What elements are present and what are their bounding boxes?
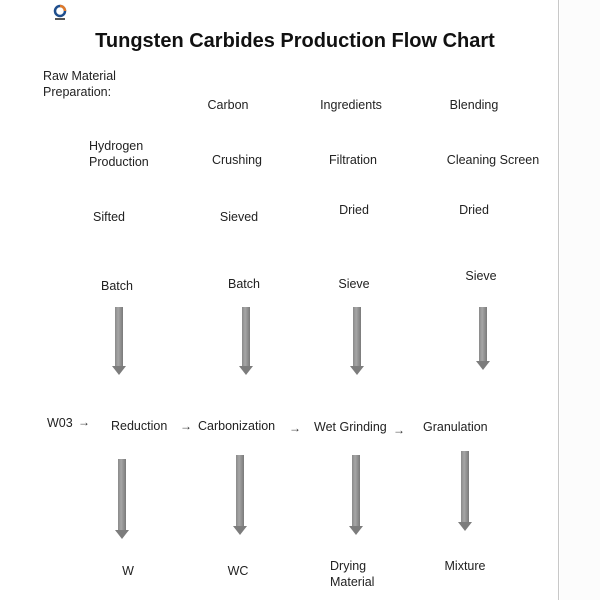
output-w: W: [122, 564, 134, 578]
right-arrow-icon: →: [180, 419, 192, 433]
header-ingredients: Ingredients: [320, 98, 382, 112]
down-arrow-icon: [116, 459, 128, 539]
right-arrow-icon: →: [289, 421, 301, 435]
step-sieved: Sieved: [219, 210, 259, 224]
output-mixture: Mixture: [444, 559, 486, 573]
output-drying-line1: Drying: [330, 559, 367, 573]
section-label-line2: Preparation:: [43, 85, 112, 99]
process-carbonization: Carbonization: [198, 419, 276, 433]
right-margin: [560, 0, 600, 600]
right-arrow-icon: →: [393, 423, 405, 437]
step-sieve-1: Sieve: [338, 277, 370, 291]
step-dried-2: Dried: [459, 203, 489, 217]
page-title: Tungsten Carbides Production Flow Chart: [95, 30, 495, 52]
section-label-line1: Raw Material: [43, 69, 116, 83]
process-wet-grinding: Wet Grinding: [314, 420, 387, 434]
output-wc: WC: [227, 564, 249, 578]
step-sieve-2: Sieve: [465, 269, 497, 283]
down-arrow-icon: [477, 307, 489, 370]
step-hydrogen-line1: Hydrogen: [89, 139, 144, 153]
step-dried-1: Dried: [339, 203, 369, 217]
page-divider: [558, 0, 559, 600]
step-crushing: Crushing: [211, 153, 263, 167]
process-reduction: Reduction: [111, 419, 168, 433]
header-carbon: Carbon: [207, 98, 249, 112]
step-cleaning-screen: Cleaning Screen: [446, 153, 540, 167]
down-arrow-icon: [459, 451, 471, 531]
down-arrow-icon: [350, 455, 362, 535]
down-arrow-icon: [240, 307, 252, 375]
process-granulation: Granulation: [423, 420, 488, 434]
input-w03: W03: [47, 416, 73, 430]
step-sifted: Sifted: [93, 210, 125, 224]
step-filtration: Filtration: [329, 153, 377, 167]
header-blending: Blending: [449, 98, 499, 112]
output-drying-line2: Material: [330, 575, 375, 589]
right-arrow-icon: →: [78, 415, 90, 429]
down-arrow-icon: [351, 307, 363, 375]
down-arrow-icon: [234, 455, 246, 535]
down-arrow-icon: [113, 307, 125, 375]
step-hydrogen-line2: Production: [89, 155, 149, 169]
step-batch-1: Batch: [101, 279, 133, 293]
company-logo-icon: [52, 4, 68, 22]
step-batch-2: Batch: [228, 277, 260, 291]
